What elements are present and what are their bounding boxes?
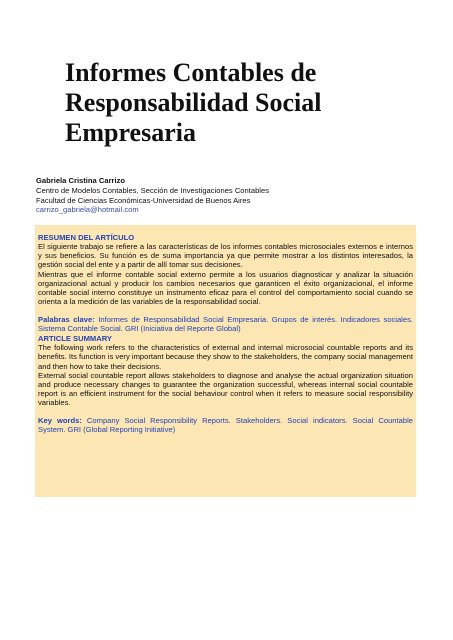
summary-heading: ARTICLE SUMMARY	[38, 334, 112, 344]
page-title: Informes Contables de Responsabilidad Social Empresaria	[65, 58, 322, 147]
author-email[interactable]: carrizo_gabriela@hotmail.com	[36, 204, 139, 214]
abstract-box	[35, 225, 416, 497]
resumen-paragraph-2: Mientras que el informe contable social externo permite a los usuarios diagnosticar y analizar la situación organizacional actual y producir los cambios necesarios que garanticen el éxito organizacional, el informe contable social interno constituye un instrumento eficaz para el control del comportamiento social cuando se orienta a la medición de las variables de la responsabilidad social.	[38, 269, 413, 307]
affiliation-2: Facultad de Ciencias Económicas-Universidad de Buenos Aires	[36, 195, 251, 205]
summary-keywords-label: Key words:	[38, 415, 82, 425]
author-name: Gabriela Cristina Carrizo	[36, 176, 126, 185]
affiliation-1: Centro de Modelos Contables, Sección de Investigaciones Contables	[36, 186, 270, 196]
summary-paragraph-1: The following work refers to the characteristics of external and internal microsocial countable reports and its benefits. Its function is very important because they show to the stakeholders, the company social management and then how to take their decisions.	[38, 343, 413, 371]
summary-keywords	[38, 416, 413, 434]
resumen-heading: RESUMEN DEL ARTÍCULO	[38, 233, 135, 242]
summary-keywords-text: Company Social Responsibility Reports. Stakeholders. Social indicators. Social Countable System. GRI (Global Reporting Initiative)	[38, 415, 413, 434]
summary-paragraph-2: External social countable report allows stakeholders to diagnose and analyse the actual organization situation and produce necessary changes to guarantee the organization successful, whereas internal social countable report is an efficient instrument for the social behaviour control when it refers to measure social responsibility variables.	[38, 370, 413, 408]
resumen-keywords-label: Palabras clave:	[38, 314, 95, 324]
resumen-keywords	[38, 315, 413, 333]
resumen-keywords-text: Informes de Responsabilidad Social Empresaria. Grupos de interés. Indicadores sociales. Sistema Contable Social. GRI (Iniciativa del Reporte Global)	[38, 314, 413, 333]
author-block	[36, 176, 436, 214]
resumen-paragraph-1: El siguiente trabajo se refiere a las características de los informes contables microsociales externos e internos y sus beneficios. Su función es de suma importancia ya que permite mostrar a los distintos interesados, la gestión social del ente y a partir de allí tomar sus decisiones.	[38, 242, 413, 270]
